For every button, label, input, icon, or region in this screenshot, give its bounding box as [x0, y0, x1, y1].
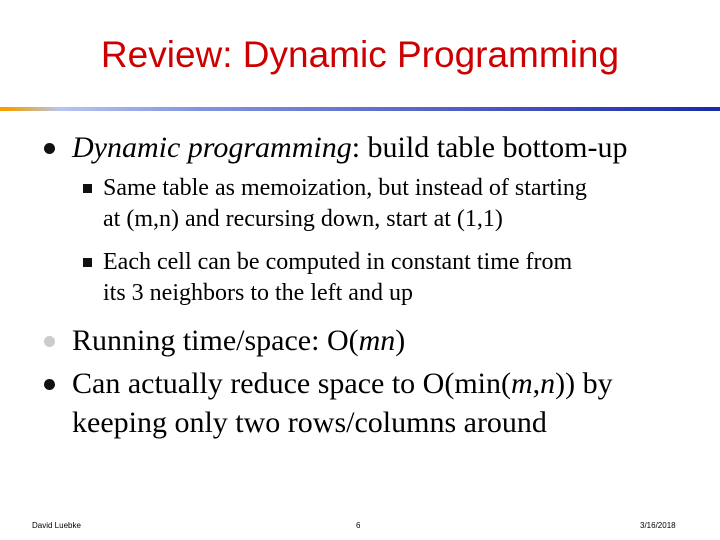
bullet-2-italic: mn: [358, 324, 396, 357]
bullet-3-line-2: keeping only two rows/columns around: [72, 406, 547, 439]
sub-bullet-square-1: [83, 184, 92, 193]
sub-bullet-1-line-2: at (m,n) and recursing down, start at (1,1): [103, 206, 503, 232]
bullet-2-post: ): [395, 324, 406, 357]
bullet-dot-2: [44, 336, 55, 347]
sub-bullet-square-2: [83, 258, 92, 267]
bullet-2-pre: Running time/space: O(: [72, 324, 359, 357]
bullet-dot-3: [44, 379, 55, 390]
slide-title: Review: Dynamic Programming: [100, 34, 620, 75]
footer-page-number: 6: [356, 521, 361, 530]
bullet-3-post: )) by: [555, 367, 613, 400]
sub-bullet-2-line-1: Each cell can be computed in constant time from: [103, 249, 573, 275]
bullet-3-n: n: [540, 367, 556, 400]
sub-bullet-1-line-1: Same table as memoization, but instead of starting: [103, 175, 587, 201]
bullet-1-text: [72, 128, 712, 168]
bullet-1-term: Dynamic programming: [72, 131, 352, 164]
bullet-3-pre: Can actually reduce space to O(min(: [72, 367, 511, 400]
bullet-3-comma: ,: [532, 367, 541, 400]
title-divider: [0, 107, 720, 111]
footer-author: David Luebke: [32, 521, 81, 530]
bullet-dot-1: [44, 143, 55, 154]
bullet-2-text: [72, 321, 712, 361]
bullet-3-m: m: [510, 367, 533, 400]
bullet-3-text: [72, 364, 712, 404]
footer-date: 3/16/2018: [640, 521, 676, 530]
sub-bullet-2-line-2: its 3 neighbors to the left and up: [103, 280, 413, 306]
bullet-1-rest: : build table bottom-up: [351, 131, 628, 164]
